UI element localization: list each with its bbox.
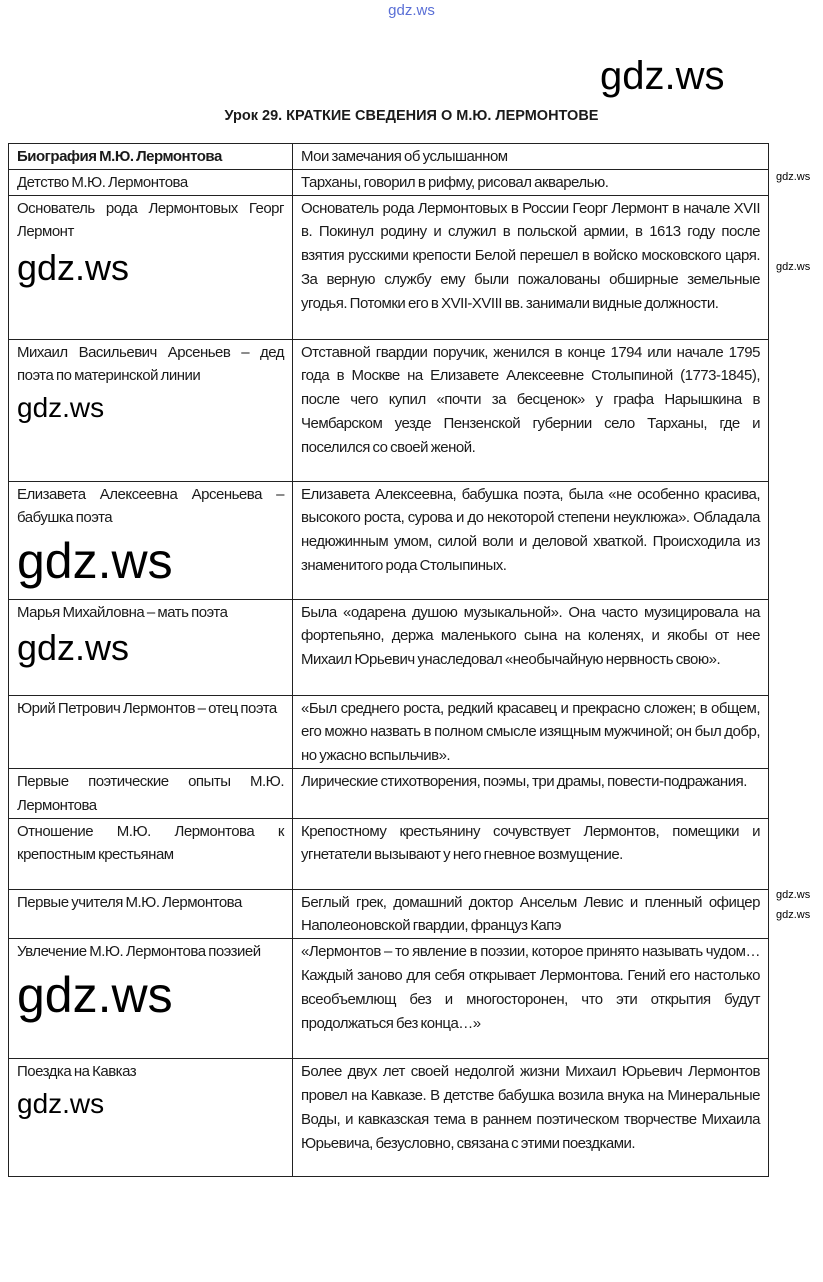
table-row — [9, 1059, 769, 1177]
notes-text: Более двух лет своей недолгой жизни Михаил Юрьевич Лермонтов провел на Кавказе. В детстве бабушка возила внука на Минеральные Воды, и кавказская тема в раннем поэтическом творчестве Михаила Юрьевича, безусловно, связана с этими поездками. — [301, 1063, 760, 1152]
table-row — [9, 339, 769, 481]
watermark: gdz.ws — [17, 1087, 105, 1119]
biography-topic-cell — [9, 599, 293, 695]
notes-cell — [293, 195, 769, 339]
biography-topic-text: Детство М.Ю. Лермонтова — [17, 173, 188, 191]
notes-text: Тарханы, говорил в рифму, рисовал акварелью. — [301, 173, 609, 191]
biography-topic-text: Отношение М.Ю. Лермонтова к крепостным крестьянам — [17, 822, 284, 864]
notes-text: Отставной гвардии поручик, женился в конце 1794 или начале 1795 года в Москве на Елизавете Алексеевне Столыпиной (1773-1845), после чего купил «почти за бесценок» у графа Нарышкина в Чембарском уезде Пензенской губернии село Тарханы, где и поселился со своей женой. — [301, 343, 760, 456]
notes-text: Крепостному крестьянину сочувствует Лермонтов, помещики и угнетатели вызывают у него гневное возмущение. — [301, 822, 760, 864]
biography-topic-cell — [9, 339, 293, 481]
notes-cell — [293, 939, 769, 1059]
biography-topic-text: Основатель рода Лермонтовых Георг Лермонт — [17, 199, 284, 241]
biography-topic-cell — [9, 481, 293, 599]
biography-topic-cell — [9, 939, 293, 1059]
biography-table — [8, 143, 769, 1177]
table-row — [9, 599, 769, 695]
table-row — [9, 768, 769, 818]
notes-text: Основатель рода Лермонтовых в России Георг Лермонт в начале XVII в. Покинул родину и служил в польской армии, в 1613 году после взятия русскими крепости Белой перешел в войско московского царя. За верную службу ему были пожалованы обширные земельные угодья. Потомки его в XVII-XVIII вв. занимали видные должности. — [301, 199, 760, 312]
watermark-small: gdz.ws — [776, 261, 811, 273]
notes-text: Беглый грек, домашний доктор Ансельм Левис и пленный офицер Наполеоновской гвардии, француз Капэ — [301, 893, 760, 935]
notes-cell — [293, 599, 769, 695]
notes-cell — [293, 1059, 769, 1177]
notes-text: «Лермонтов – то явление в поэзии, которое принято называть чудом… Каждый заново для себя открывает Лермонтова. Гений его настолько всеобъемлющ без и многосторонен, что эти открытия будут продолжаться без конца…» — [301, 943, 760, 1032]
table-row — [9, 818, 769, 889]
page-title: Урок 29. КРАТКИЕ СВЕДЕНИЯ О М.Ю. ЛЕРМОНТОВЕ — [224, 108, 599, 124]
site-label[interactable]: gdz.ws — [388, 2, 435, 19]
watermark: gdz.ws — [17, 392, 105, 424]
table-row — [9, 481, 769, 599]
biography-topic-text: Первые учителя М.Ю. Лермонтова — [17, 893, 242, 911]
watermark: gdz.ws — [17, 627, 130, 669]
notes-text: Была «одарена душою музыкальной». Она часто музицировала на фортепьяно, держа маленького сына на коленях, и якобы от нее Михаил Юрьевич унаследовал «необычайную нервность свою». — [301, 603, 760, 669]
biography-topic-text: Первые поэтические опыты М.Ю. Лермонтова — [17, 772, 284, 814]
notes-cell — [293, 695, 769, 768]
notes-cell — [293, 481, 769, 599]
biography-topic-text: Увлечение М.Ю. Лермонтова поэзией — [17, 943, 261, 961]
watermark-small: gdz.ws — [776, 889, 811, 901]
table-row — [9, 195, 769, 339]
watermark: gdz.ws — [17, 966, 173, 1023]
table-row — [9, 169, 769, 195]
notes-text: «Был среднего роста, редкий красавец и прекрасно сложен; в общем, его можно назвать в полном смысле изящным мужчиной; он был добр, но ужасно вспыльчив». — [301, 699, 760, 765]
biography-topic-text: Марья Михайловна – мать поэта — [17, 603, 228, 621]
watermark: gdz.ws — [17, 247, 130, 289]
watermark: gdz.ws — [17, 533, 173, 590]
biography-topic-cell — [9, 169, 293, 195]
biography-topic-cell — [9, 195, 293, 339]
biography-topic-cell — [9, 889, 293, 939]
watermark-small: gdz.ws — [776, 909, 811, 921]
notes-cell — [293, 889, 769, 939]
header-notes: Мои замечания об услышанном — [293, 144, 769, 170]
table-row — [9, 695, 769, 768]
biography-topic-text: Юрий Петрович Лермонтов – отец поэта — [17, 699, 277, 717]
header-biography: Биография М.Ю. Лермонтова — [9, 144, 293, 170]
biography-topic-text: Поездка на Кавказ — [17, 1063, 137, 1081]
biography-topic-text: Михаил Васильевич Арсеньев – дед поэта по материнской линии — [17, 343, 284, 385]
notes-cell — [293, 818, 769, 889]
notes-cell — [293, 169, 769, 195]
table-row — [9, 939, 769, 1059]
notes-text: Елизавета Алексеевна, бабушка поэта, была «не особенно красива, высокого роста, сурова и до некоторой степени неуклюжа». Обладала недюжинным умом, силой воли и деловой хваткой. Происходила из знаменитого рода Столыпиных. — [301, 485, 760, 574]
table-row — [9, 889, 769, 939]
biography-topic-cell — [9, 818, 293, 889]
notes-text: Лирические стихотворения, поэмы, три драмы, повести-подражания. — [301, 772, 747, 790]
table-header-row — [9, 144, 769, 170]
biography-topic-cell — [9, 768, 293, 818]
notes-cell — [293, 768, 769, 818]
biography-topic-cell — [9, 1059, 293, 1177]
notes-cell — [293, 339, 769, 481]
biography-topic-text: Елизавета Алексеевна Арсеньева – бабушка поэта — [17, 485, 284, 527]
biography-topic-cell — [9, 695, 293, 768]
watermark-small: gdz.ws — [776, 171, 811, 183]
watermark: gdz.ws — [600, 54, 725, 98]
